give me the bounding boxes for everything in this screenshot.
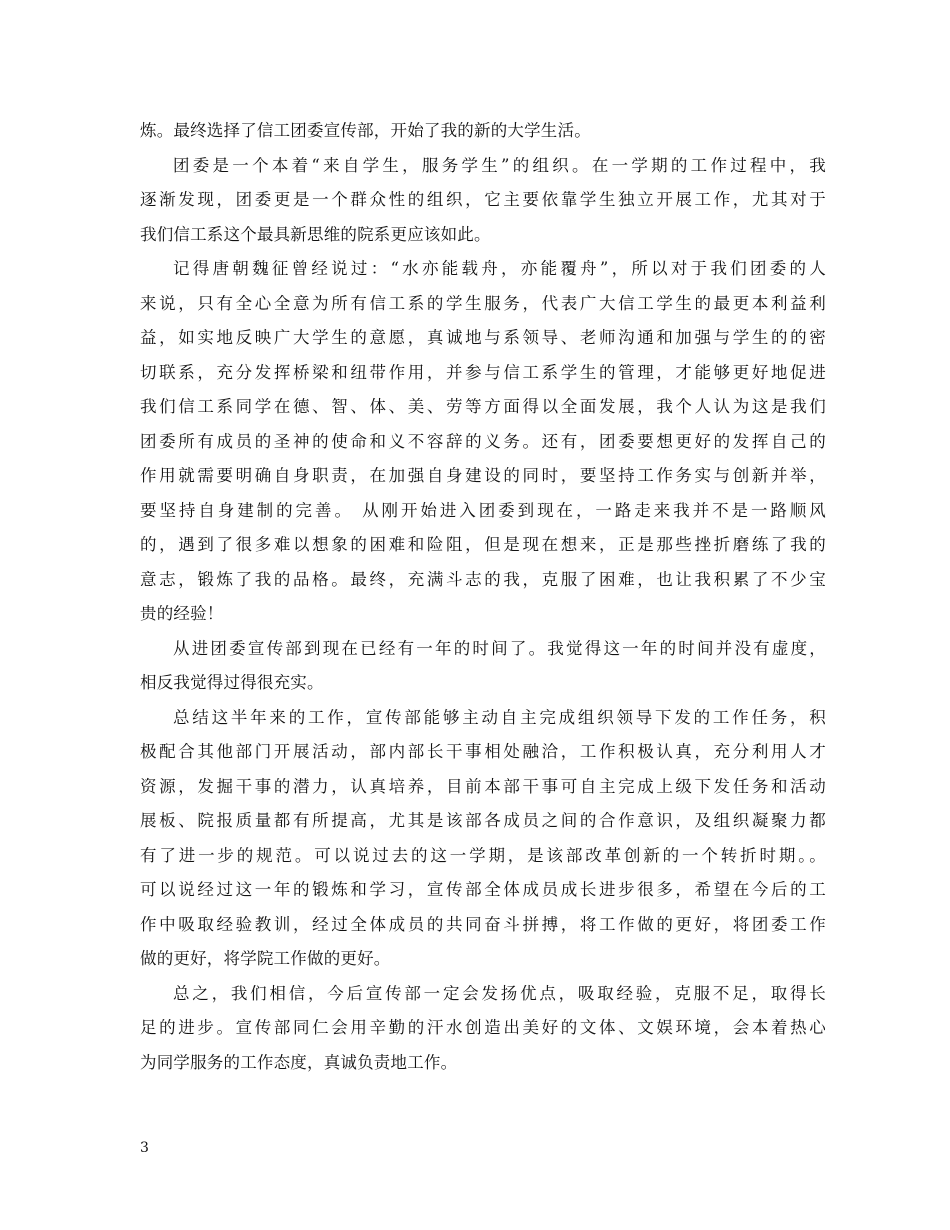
text-line: 从进团委宣传部到现在已经有一年的时间了。我觉得这一年的时间并没有虚度， — [173, 638, 826, 658]
text-line: 炼。最终选择了信工团委宣传部，开始了我的新的大学生活。 — [140, 121, 591, 140]
text-line: 做的更好，将学院工作做的更好。 — [140, 949, 391, 968]
text-line: 贵的经验！ — [140, 604, 224, 623]
text-line: 要坚持自身建制的完善。 从刚开始进入团委到现在，一路走来我并不是一路顺风 — [140, 500, 826, 520]
text-line: 总之，我们相信，今后宣传部一定会发扬优点，吸取经验，克服不足，取得长 — [173, 983, 826, 1003]
body-text — [140, 114, 826, 1080]
text-line: 足的进步。宣传部同仁会用辛勤的汗水创造出美好的文体、文娱环境，会本着热心 — [140, 1018, 826, 1037]
text-line: 来说，只有全心全意为所有信工系的学生服务，代表广大信工学生的最更本利益利 — [140, 293, 826, 313]
text-line: 的，遇到了很多难以想象的困难和险阻，但是现在想来，正是那些挫折磨练了我的 — [140, 535, 826, 554]
text-line: 记得唐朝魏征曾经说过：“水亦能载舟，亦能覆舟”，所以对于我们团委的人 — [173, 259, 826, 278]
text-line: 资源，发掘干事的潜力，认真培养，目前本部干事可自主完成上级下发任务和活动 — [140, 776, 826, 796]
text-line: 可以说经过这一年的锻炼和学习，宣传部全体成员成长进步很多，希望在今后的工 — [140, 880, 826, 899]
text-line: 作用就需要明确自身职责，在加强自身建设的同时，要坚持工作务实与创新并举， — [140, 466, 826, 485]
text-line: 我们信工系这个最具新思维的院系更应该如此。 — [140, 224, 491, 244]
text-line: 总结这半年来的工作，宣传部能够主动自主完成组织领导下发的工作任务，积 — [173, 707, 826, 727]
text-line: 展板、院报质量都有所提高，尤其是该部各成员之间的合作意识，及组织凝聚力都 — [140, 811, 826, 830]
text-line: 作中吸取经验教训，经过全体成员的共同奋斗拼搏，将工作做的更好，将团委工作 — [140, 914, 826, 934]
text-line: 我们信工系同学在德、智、体、美、劳等方面得以全面发展，我个人认为这是我们 — [140, 397, 826, 416]
text-line: 益，如实地反映广大学生的意愿，真诚地与系领导、老师沟通和加强与学生的的密 — [140, 328, 826, 347]
text-line: 团委是一个本着“来自学生，服务学生”的组织。在一学期的工作过程中，我 — [173, 155, 826, 175]
text-line: 团委所有成员的圣神的使命和义不容辞的义务。还有，团委要想更好的发挥自己的 — [140, 431, 826, 451]
text-line: 意志，锻炼了我的品格。最终，充满斗志的我，克服了困难，也让我积累了不少宝 — [140, 569, 826, 589]
text-line: 为同学服务的工作态度，真诚负责地工作。 — [140, 1052, 458, 1072]
text-line: 有了进一步的规范。可以说过去的这一学期，是该部改革创新的一个转折时期。。 — [140, 845, 826, 865]
text-line: 相反我觉得过得很充实。 — [140, 673, 324, 692]
text-line: 逐渐发现，团委更是一个群众性的组织，它主要依靠学生独立开展工作，尤其对于 — [140, 190, 826, 209]
text-line: 极配合其他部门开展活动，部内部长干事相处融洽，工作积极认真，充分利用人才 — [140, 742, 826, 761]
page-number: 3 — [140, 1140, 149, 1156]
text-line: 切联系，充分发挥桥梁和纽带作用，并参与信工系学生的管理，才能够更好地促进 — [140, 362, 826, 382]
